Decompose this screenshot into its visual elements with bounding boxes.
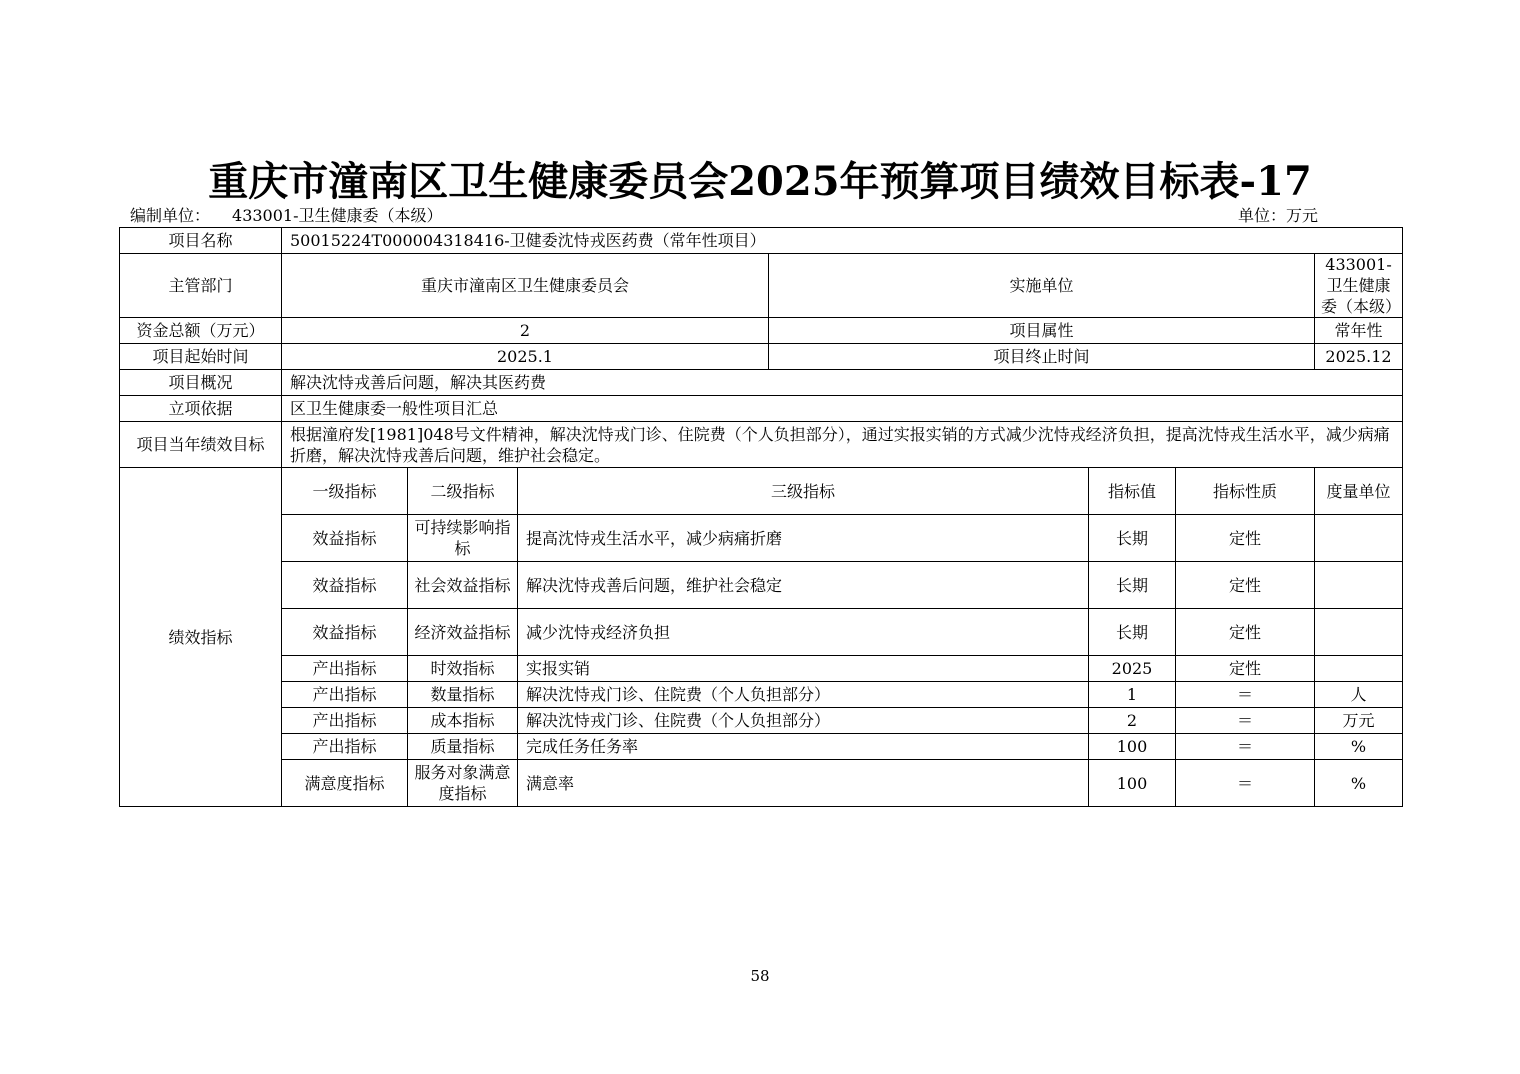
indicator-level1: 产出指标 — [282, 682, 408, 708]
header-level2: 二级指标 — [408, 468, 518, 515]
indicator-level1: 效益指标 — [282, 562, 408, 609]
indicator-level3: 解决沈恃戎善后问题，维护社会稳定 — [518, 562, 1089, 609]
project-name-value: 50015224T000004318416-卫健委沈恃戎医药费（常年性项目） — [282, 228, 1403, 254]
indicator-level1: 产出指标 — [282, 656, 408, 682]
indicator-unit — [1315, 656, 1403, 682]
indicator-row — [120, 562, 1403, 609]
goal-value: 根据潼府发[1981]048号文件精神，解决沈恃戎门诊、住院费（个人负担部分），通过实报实销的方式减少沈恃戎经济负担，提高沈恃戎生活水平，减少病痛折磨，解决沈恃戎善后问题，维护社会稳定。 — [282, 422, 1403, 468]
end-value: 2025.12 — [1315, 344, 1403, 370]
indicator-unit: % — [1315, 734, 1403, 760]
header-nature: 指标性质 — [1176, 468, 1315, 515]
indicator-value: 100 — [1089, 760, 1176, 807]
indicator-nature: ＝ — [1176, 734, 1315, 760]
unit-label: 单位：万元 — [1238, 206, 1319, 225]
indicator-value: 1 — [1089, 682, 1176, 708]
basis-value: 区卫生健康委一般性项目汇总 — [282, 396, 1403, 422]
indicator-level2: 经济效益指标 — [408, 609, 518, 656]
indicator-level2: 可持续影响指标 — [408, 515, 518, 562]
page-number: 58 — [750, 967, 770, 985]
indicator-level3: 减少沈恃戎经济负担 — [518, 609, 1089, 656]
indicator-row — [120, 682, 1403, 708]
org-value: 433001-卫生健康委（本级） — [232, 206, 443, 225]
indicator-nature: 定性 — [1176, 609, 1315, 656]
indicator-row — [120, 734, 1403, 760]
row-goal — [120, 422, 1403, 468]
start-label: 项目起始时间 — [120, 344, 282, 370]
indicator-unit — [1315, 609, 1403, 656]
header-level3: 三级指标 — [518, 468, 1089, 515]
row-dates — [120, 344, 1403, 370]
indicator-level3: 解决沈恃戎门诊、住院费（个人负担部分） — [518, 708, 1089, 734]
indicator-value: 长期 — [1089, 562, 1176, 609]
indicator-nature: 定性 — [1176, 515, 1315, 562]
indicator-row — [120, 656, 1403, 682]
indicator-level2: 数量指标 — [408, 682, 518, 708]
attr-label: 项目属性 — [769, 318, 1315, 344]
header-level1: 一级指标 — [282, 468, 408, 515]
goal-label: 项目当年绩效目标 — [120, 422, 282, 468]
indicator-level3: 提高沈恃戎生活水平，减少病痛折磨 — [518, 515, 1089, 562]
overview-value: 解决沈恃戎善后问题，解决其医药费 — [282, 370, 1403, 396]
indicator-level1: 产出指标 — [282, 708, 408, 734]
indicator-level3: 满意率 — [518, 760, 1089, 807]
attr-value: 常年性 — [1315, 318, 1403, 344]
row-overview — [120, 370, 1403, 396]
indicator-unit — [1315, 562, 1403, 609]
indicator-level2: 质量指标 — [408, 734, 518, 760]
dept-value: 重庆市潼南区卫生健康委员会 — [282, 254, 769, 318]
indicator-level1: 产出指标 — [282, 734, 408, 760]
page-title: 重庆市潼南区卫生健康委员会2025年预算项目绩效目标表-17 — [208, 158, 1312, 205]
indicator-level2: 社会效益指标 — [408, 562, 518, 609]
indicator-level2: 时效指标 — [408, 656, 518, 682]
row-department — [120, 254, 1403, 318]
indicator-nature: ＝ — [1176, 682, 1315, 708]
indicator-row — [120, 760, 1403, 807]
indicator-row — [120, 515, 1403, 562]
indicator-level2: 成本指标 — [408, 708, 518, 734]
indicator-level1: 效益指标 — [282, 609, 408, 656]
indicator-header-row — [120, 468, 1403, 515]
org-line — [130, 203, 443, 226]
indicator-unit: 人 — [1315, 682, 1403, 708]
performance-table — [119, 227, 1403, 807]
indicator-unit: % — [1315, 760, 1403, 807]
indicator-level1: 满意度指标 — [282, 760, 408, 807]
indicator-value: 100 — [1089, 734, 1176, 760]
indicator-unit: 万元 — [1315, 708, 1403, 734]
basis-label: 立项依据 — [120, 396, 282, 422]
indicator-value: 长期 — [1089, 515, 1176, 562]
end-label: 项目终止时间 — [769, 344, 1315, 370]
indicator-value: 长期 — [1089, 609, 1176, 656]
indicator-level2: 服务对象满意度指标 — [408, 760, 518, 807]
start-value: 2025.1 — [282, 344, 769, 370]
indicator-value: 2 — [1089, 708, 1176, 734]
overview-label: 项目概况 — [120, 370, 282, 396]
indicator-value: 2025 — [1089, 656, 1176, 682]
indicator-nature: 定性 — [1176, 656, 1315, 682]
indicator-row — [120, 708, 1403, 734]
indicator-unit — [1315, 515, 1403, 562]
header-unit: 度量单位 — [1315, 468, 1403, 515]
indicator-nature: ＝ — [1176, 760, 1315, 807]
org-label: 编制单位： — [130, 206, 211, 225]
impl-value: 433001-卫生健康委（本级） — [1315, 254, 1403, 318]
funds-value: 2 — [282, 318, 769, 344]
indicators-section-label: 绩效指标 — [120, 468, 282, 807]
header-value: 指标值 — [1089, 468, 1176, 515]
indicator-row — [120, 609, 1403, 656]
indicator-level1: 效益指标 — [282, 515, 408, 562]
indicator-level3: 完成任务任务率 — [518, 734, 1089, 760]
row-basis — [120, 396, 1403, 422]
impl-label: 实施单位 — [769, 254, 1315, 318]
dept-label: 主管部门 — [120, 254, 282, 318]
funds-label: 资金总额（万元） — [120, 318, 282, 344]
project-name-label: 项目名称 — [120, 228, 282, 254]
row-project-name — [120, 228, 1403, 254]
row-funds — [120, 318, 1403, 344]
indicator-nature: ＝ — [1176, 708, 1315, 734]
indicator-level3: 解决沈恃戎门诊、住院费（个人负担部分） — [518, 682, 1089, 708]
indicator-nature: 定性 — [1176, 562, 1315, 609]
indicator-level3: 实报实销 — [518, 656, 1089, 682]
